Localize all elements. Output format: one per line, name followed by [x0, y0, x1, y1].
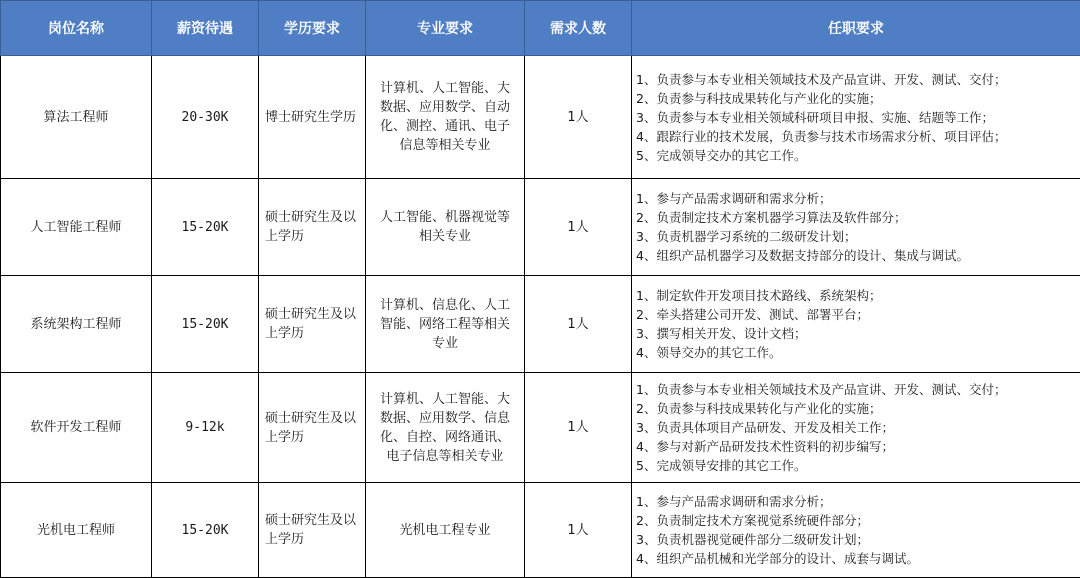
major-cell: 计算机、信息化、人工智能、网络工程等相关专业: [366, 276, 525, 373]
education-cell: 硕士研究生及以上学历: [259, 276, 366, 373]
education-cell: 博士研究生学历: [259, 56, 366, 179]
table-header-row: [1, 1, 1080, 56]
table-row: [1, 483, 1080, 578]
salary-cell: 9-12k: [152, 373, 259, 483]
duty-item: 3、负责机器学习系统的二级研发计划；: [636, 229, 857, 244]
headcount-cell: 1人: [525, 56, 632, 179]
table-row: [1, 276, 1080, 373]
salary-cell: 15-20K: [152, 179, 259, 276]
duty-item: 5、完成领导安排的其它工作。: [636, 458, 807, 473]
major-cell: 计算机、人工智能、大数据、应用数学、信息化、自控、网络通讯、电子信息等相关专业: [366, 373, 525, 483]
duty-item: 3、负责具体项目产品研发、开发及相关工作；: [636, 420, 894, 435]
duties-cell: [632, 276, 1080, 373]
header-headcount: 需求人数: [525, 1, 632, 56]
duty-item: 3、撰写相关开发、设计文档；: [636, 326, 807, 341]
duty-item: 1、参与产品需求调研和需求分析；: [636, 191, 832, 206]
duty-item: 1、负责参与本专业相关领域技术及产品宣讲、开发、测试、交付；: [636, 71, 1007, 87]
header-duties: 任职要求: [632, 1, 1080, 56]
duty-item: 2、牵头搭建公司开发、测试、部署平台；: [636, 307, 869, 322]
headcount-cell: 1人: [525, 276, 632, 373]
headcount-cell: 1人: [525, 483, 632, 578]
duty-item: 2、负责参与科技成果转化与产业化的实施；: [636, 90, 882, 106]
duty-item: 4、领导交办的其它工作。: [636, 345, 782, 360]
header-position: 岗位名称: [1, 1, 152, 56]
headcount-cell: 1人: [525, 179, 632, 276]
duty-item: 2、负责参与科技成果转化与产业化的实施；: [636, 401, 882, 416]
position-cell: 算法工程师: [1, 56, 152, 179]
major-cell: 计算机、人工智能、大数据、应用数学、自动化、测控、通讯、电子信息等相关专业: [366, 56, 525, 179]
duties-cell: [632, 483, 1080, 578]
duty-item: 3、负责机器视觉硬件部分二级研发计划；: [636, 532, 869, 547]
education-cell: 硕士研究生及以上学历: [259, 373, 366, 483]
position-cell: 软件开发工程师: [1, 373, 152, 483]
duties-cell: [632, 373, 1080, 483]
header-salary: 薪资待遇: [152, 1, 259, 56]
table-row: [1, 373, 1080, 483]
table-row: [1, 56, 1080, 179]
duties-cell: [632, 179, 1080, 276]
duty-item: 5、完成领导交办的其它工作。: [636, 147, 807, 163]
headcount-cell: 1人: [525, 373, 632, 483]
salary-cell: 15-20K: [152, 276, 259, 373]
salary-cell: 20-30K: [152, 56, 259, 179]
duty-item: 2、负责制定技术方案机器学习算法及软件部分；: [636, 210, 907, 225]
duty-item: 1、负责参与本专业相关领域技术及产品宣讲、开发、测试、交付；: [636, 382, 1007, 397]
position-cell: 系统架构工程师: [1, 276, 152, 373]
duty-item: 1、制定软件开发项目技术路线、系统架构；: [636, 288, 882, 303]
duty-item: 2、负责制定技术方案视觉系统硬件部分；: [636, 513, 869, 528]
position-cell: 人工智能工程师: [1, 179, 152, 276]
duty-item: 4、组织产品机器学习及数据支持部分的设计、集成与调试。: [636, 248, 969, 263]
duty-item: 4、跟踪行业的技术发展，负责参与技术市场需求分析、项目评估；: [636, 128, 1007, 144]
education-cell: 硕士研究生及以上学历: [259, 483, 366, 578]
duty-item: 4、组织产品机械和光学部分的设计、成套与调试。: [636, 551, 919, 566]
duty-item: 3、负责参与本专业相关领域科研项目申报、实施、结题等工作；: [636, 109, 994, 125]
header-education: 学历要求: [259, 1, 366, 56]
duties-cell: [632, 56, 1080, 179]
major-cell: 光机电工程专业: [366, 483, 525, 578]
duty-item: 4、参与对新产品研发技术性资料的初步编写；: [636, 439, 894, 454]
position-cell: 光机电工程师: [1, 483, 152, 578]
major-cell: 人工智能、机器视觉等相关专业: [366, 179, 525, 276]
salary-cell: 15-20K: [152, 483, 259, 578]
education-cell: 硕士研究生及以上学历: [259, 179, 366, 276]
header-major: 专业要求: [366, 1, 525, 56]
table-row: [1, 179, 1080, 276]
duty-item: 1、参与产品需求调研和需求分析；: [636, 494, 832, 509]
